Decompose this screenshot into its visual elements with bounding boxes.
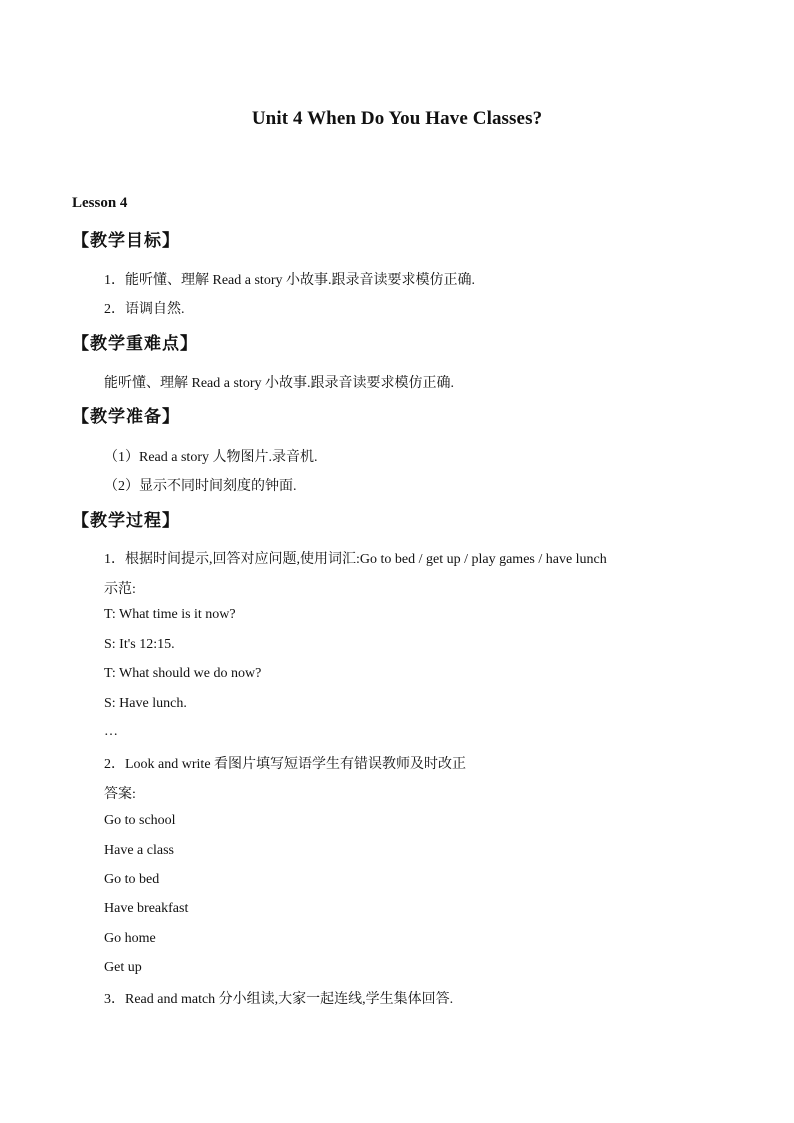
process-item: 3．Read and match 分小组读,大家一起连线,学生集体回答. (104, 992, 454, 1007)
process-item: 示范: (104, 582, 136, 597)
preparation-heading: 【教学准备】 (72, 407, 180, 427)
process-item: Have breakfast (104, 901, 189, 916)
objective-item: 1．能听懂、理解 Read a story 小故事.跟录音读要求模仿正确. (104, 273, 475, 288)
process-item: Go to school (104, 813, 176, 828)
lesson-label: Lesson 4 (72, 195, 128, 211)
preparation-item: （1）Read a story 人物图片.录音机. (104, 450, 318, 465)
process-item: 2．Look and write 看图片填写短语学生有错误教师及时改正 (104, 757, 467, 772)
key-point-item: 能听懂、理解 Read a story 小故事.跟录音读要求模仿正确. (104, 376, 454, 391)
process-item: 1．根据时间提示,回答对应问题,使用词汇:Go to bed / get up / play games / have lunch (104, 552, 607, 567)
process-item: … (104, 724, 118, 739)
process-item: Go to bed (104, 872, 160, 887)
process-item: T: What time is it now? (104, 607, 236, 622)
objective-item: 2．语调自然. (104, 302, 185, 317)
objectives-heading: 【教学目标】 (72, 231, 180, 251)
preparation-item: （2）显示不同时间刻度的钟面. (104, 479, 297, 494)
process-item: S: Have lunch. (104, 696, 187, 711)
process-item: Get up (104, 960, 142, 975)
process-heading: 【教学过程】 (72, 511, 180, 531)
process-item: Have a class (104, 843, 174, 858)
process-item: T: What should we do now? (104, 666, 262, 681)
document-title: Unit 4 When Do You Have Classes? (251, 108, 543, 129)
process-item: S: It's 12:15. (104, 637, 175, 652)
process-item: Go home (104, 931, 156, 946)
key-points-heading: 【教学重难点】 (72, 334, 198, 354)
process-item: 答案: (104, 787, 136, 802)
